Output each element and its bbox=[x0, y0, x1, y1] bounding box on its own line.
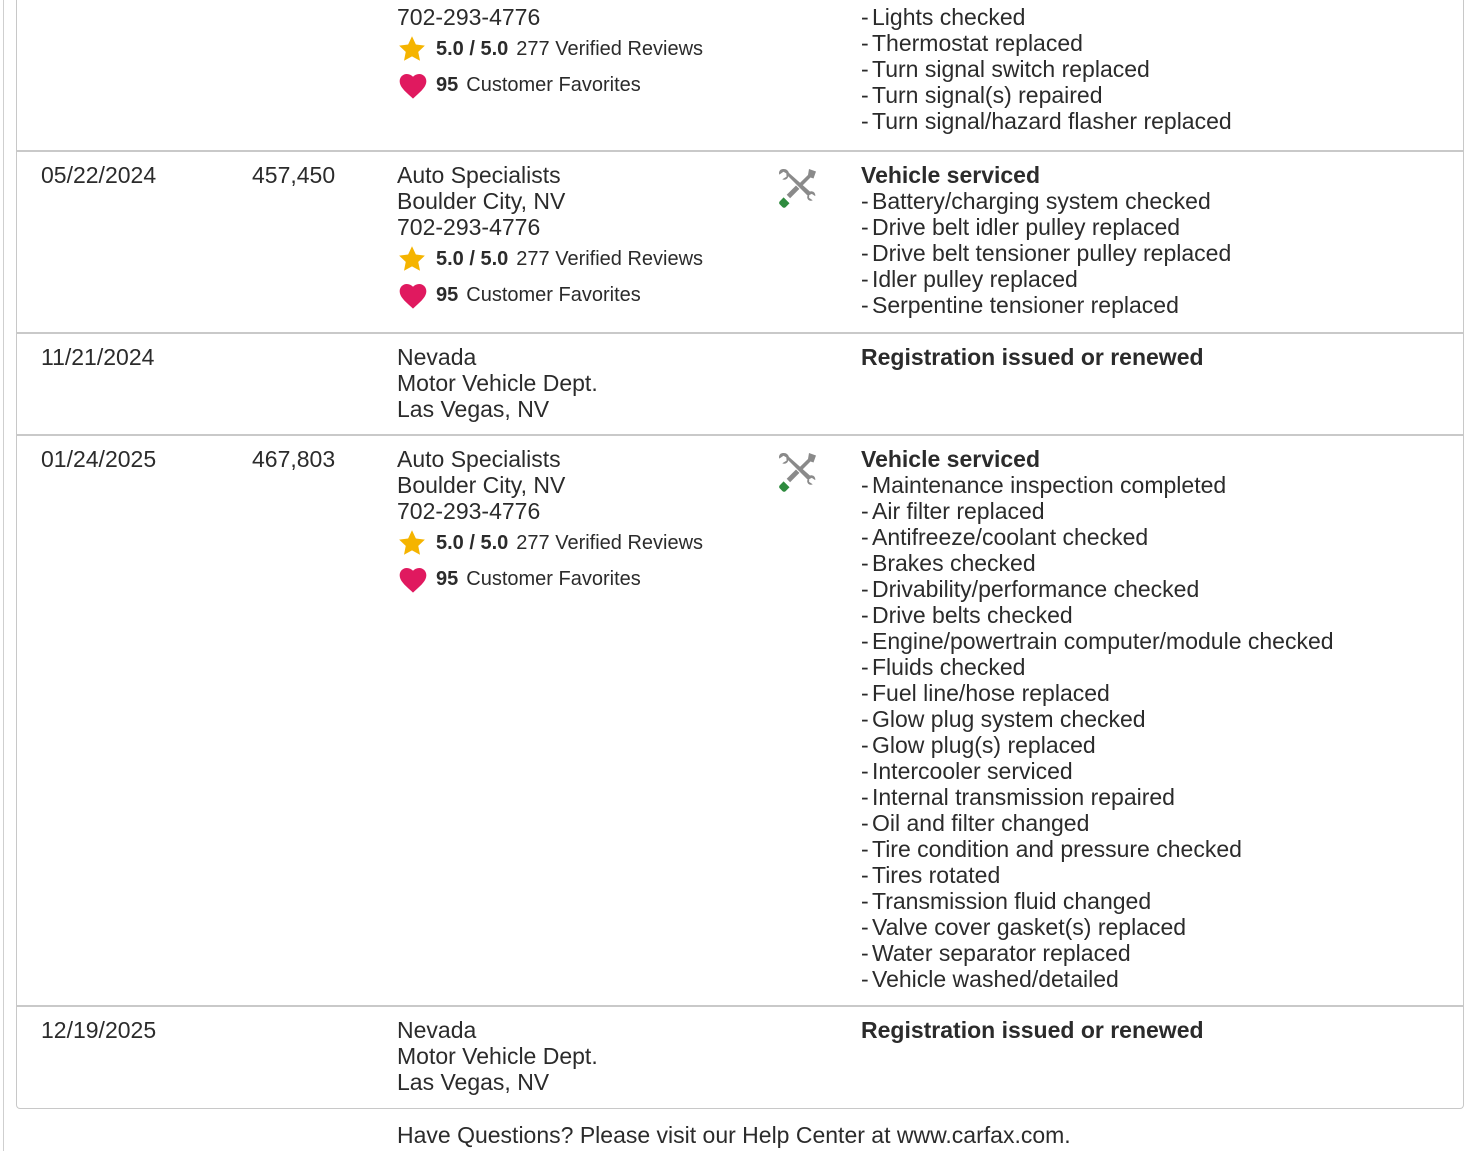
star-icon bbox=[397, 34, 431, 64]
source-line: Las Vegas, NV bbox=[397, 1069, 550, 1095]
service-item bbox=[861, 940, 1334, 966]
record-source bbox=[397, 162, 703, 313]
record-date: 12/19/2025 bbox=[41, 1017, 157, 1043]
service-item bbox=[861, 108, 1232, 134]
record-comments bbox=[861, 162, 1231, 318]
service-item bbox=[861, 628, 1334, 654]
service-item bbox=[861, 188, 1231, 214]
source-line: Auto Specialists bbox=[397, 446, 561, 472]
service-item bbox=[861, 680, 1334, 706]
rating-score: 5.0 / 5.0 bbox=[436, 248, 509, 270]
service-item-text: Tires rotated bbox=[872, 862, 1001, 888]
bullet-dash: - bbox=[861, 862, 869, 888]
service-item-text: Fuel line/hose replaced bbox=[872, 680, 1110, 706]
source-line: Motor Vehicle Dept. bbox=[397, 1043, 598, 1069]
service-item bbox=[861, 654, 1334, 680]
service-item-text: Turn signal(s) repaired bbox=[872, 82, 1103, 108]
service-item-text: Air filter replaced bbox=[872, 498, 1045, 524]
history-record-row bbox=[17, 0, 1463, 150]
service-item-text: Turn signal/hazard flasher replaced bbox=[872, 108, 1232, 134]
service-item-text: Brakes checked bbox=[872, 550, 1036, 576]
service-item-text: Drive belt idler pulley replaced bbox=[872, 214, 1181, 240]
service-item bbox=[861, 784, 1334, 810]
record-source bbox=[397, 446, 703, 597]
bullet-dash: - bbox=[861, 4, 869, 30]
source-line: Las Vegas, NV bbox=[397, 396, 550, 422]
service-item bbox=[861, 30, 1232, 56]
bullet-dash: - bbox=[861, 576, 869, 602]
bullet-dash: - bbox=[861, 550, 869, 576]
source-phone: 702-293-4776 bbox=[397, 498, 541, 524]
bullet-dash: - bbox=[861, 784, 869, 810]
rating-score: 5.0 / 5.0 bbox=[436, 38, 509, 60]
service-item-text: Drive belt tensioner pulley replaced bbox=[872, 240, 1232, 266]
comment-heading: Vehicle serviced bbox=[861, 162, 1041, 188]
bullet-dash: - bbox=[861, 706, 869, 732]
bullet-dash: - bbox=[861, 680, 869, 706]
rating-score: 5.0 / 5.0 bbox=[436, 532, 509, 554]
bullet-dash: - bbox=[861, 810, 869, 836]
bullet-dash: - bbox=[861, 524, 869, 550]
verified-reviews-link[interactable]: 277 Verified Reviews bbox=[516, 248, 704, 270]
favorites-line bbox=[397, 67, 703, 103]
service-item bbox=[861, 966, 1334, 992]
record-comments bbox=[861, 344, 1204, 370]
bullet-dash: - bbox=[861, 240, 869, 266]
favorites-line bbox=[397, 561, 703, 597]
verified-reviews-link[interactable]: 277 Verified Reviews bbox=[516, 38, 704, 60]
rating-line bbox=[397, 525, 703, 561]
record-odometer: 457,450 bbox=[252, 162, 336, 188]
history-record-row bbox=[17, 150, 1463, 332]
service-item-text: Maintenance inspection completed bbox=[872, 472, 1227, 498]
heart-icon bbox=[397, 564, 431, 594]
favorites-count: 95 bbox=[436, 568, 459, 590]
star-icon bbox=[397, 244, 431, 274]
service-item-text: Tire condition and pressure checked bbox=[872, 836, 1242, 862]
source-phone: 702-293-4776 bbox=[397, 214, 541, 240]
comment-heading: Vehicle serviced bbox=[861, 446, 1041, 472]
star-icon bbox=[397, 528, 431, 558]
rating-line bbox=[397, 241, 703, 277]
bullet-dash: - bbox=[861, 108, 869, 134]
service-item-text: Fluids checked bbox=[872, 654, 1026, 680]
favorites-count: 95 bbox=[436, 74, 459, 96]
record-source bbox=[397, 344, 598, 422]
page-left-rule bbox=[3, 0, 4, 1151]
record-comments bbox=[861, 1017, 1204, 1043]
service-item bbox=[861, 4, 1232, 30]
favorites-line bbox=[397, 277, 703, 313]
service-item-text: Engine/powertrain computer/module checked bbox=[872, 628, 1334, 654]
bullet-dash: - bbox=[861, 214, 869, 240]
service-item bbox=[861, 498, 1334, 524]
wrench-screwdriver-icon bbox=[777, 166, 821, 215]
service-item bbox=[861, 576, 1334, 602]
service-item-text: Lights checked bbox=[872, 4, 1026, 30]
service-item bbox=[861, 472, 1334, 498]
comment-heading: Registration issued or renewed bbox=[861, 1017, 1204, 1043]
service-item bbox=[861, 56, 1232, 82]
service-item-text: Transmission fluid changed bbox=[872, 888, 1152, 914]
bullet-dash: - bbox=[861, 292, 869, 318]
service-item-text: Internal transmission repaired bbox=[872, 784, 1175, 810]
record-date: 01/24/2025 bbox=[41, 446, 157, 472]
bullet-dash: - bbox=[861, 472, 869, 498]
service-item-text: Valve cover gasket(s) replaced bbox=[872, 914, 1187, 940]
service-item-text: Serpentine tensioner replaced bbox=[872, 292, 1179, 318]
bullet-dash: - bbox=[861, 966, 869, 992]
verified-reviews-link[interactable]: 277 Verified Reviews bbox=[516, 532, 704, 554]
bullet-dash: - bbox=[861, 602, 869, 628]
service-item bbox=[861, 810, 1334, 836]
bullet-dash: - bbox=[861, 732, 869, 758]
service-item-text: Glow plug system checked bbox=[872, 706, 1146, 732]
bullet-dash: - bbox=[861, 82, 869, 108]
record-date: 05/22/2024 bbox=[41, 162, 157, 188]
favorites-label: Customer Favorites bbox=[466, 284, 641, 306]
heart-icon bbox=[397, 280, 431, 310]
source-line: Nevada bbox=[397, 344, 477, 370]
record-source bbox=[397, 1017, 598, 1095]
service-item bbox=[861, 602, 1334, 628]
source-line: Nevada bbox=[397, 1017, 477, 1043]
service-item bbox=[861, 836, 1334, 862]
service-item-text: Intercooler serviced bbox=[872, 758, 1073, 784]
record-comments bbox=[861, 446, 1334, 992]
service-item bbox=[861, 732, 1334, 758]
source-line: Boulder City, NV bbox=[397, 472, 566, 498]
service-item-text: Vehicle washed/detailed bbox=[872, 966, 1119, 992]
bullet-dash: - bbox=[861, 940, 869, 966]
bullet-dash: - bbox=[861, 56, 869, 82]
bullet-dash: - bbox=[861, 266, 869, 292]
history-record-row bbox=[17, 1005, 1463, 1108]
service-item bbox=[861, 706, 1334, 732]
service-item bbox=[861, 240, 1231, 266]
rating-line bbox=[397, 31, 703, 67]
service-item-text: Drive belts checked bbox=[872, 602, 1073, 628]
bullet-dash: - bbox=[861, 654, 869, 680]
service-item bbox=[861, 862, 1334, 888]
favorites-label: Customer Favorites bbox=[466, 74, 641, 96]
favorites-count: 95 bbox=[436, 284, 459, 306]
source-line: Auto Specialists bbox=[397, 162, 561, 188]
service-item-text: Water separator replaced bbox=[872, 940, 1131, 966]
service-item-text: Glow plug(s) replaced bbox=[872, 732, 1096, 758]
record-date: 11/21/2024 bbox=[41, 344, 155, 370]
service-item bbox=[861, 214, 1231, 240]
history-table bbox=[16, 0, 1464, 1109]
favorites-label: Customer Favorites bbox=[466, 568, 641, 590]
record-comments bbox=[861, 4, 1232, 134]
service-item-text: Battery/charging system checked bbox=[872, 188, 1211, 214]
source-line: 702-293-4776 bbox=[397, 4, 541, 30]
service-item bbox=[861, 524, 1334, 550]
wrench-screwdriver-icon bbox=[777, 450, 821, 499]
bullet-dash: - bbox=[861, 836, 869, 862]
history-record-row bbox=[17, 434, 1463, 1005]
service-item bbox=[861, 550, 1334, 576]
service-item bbox=[861, 888, 1334, 914]
bullet-dash: - bbox=[861, 188, 869, 214]
service-item-text: Idler pulley replaced bbox=[872, 266, 1078, 292]
source-line: Boulder City, NV bbox=[397, 188, 566, 214]
service-item-text: Turn signal switch replaced bbox=[872, 56, 1150, 82]
source-line: Motor Vehicle Dept. bbox=[397, 370, 598, 396]
help-footer: Have Questions? Please visit our Help Center at www.carfax.com. bbox=[397, 1122, 1071, 1148]
service-item-text: Oil and filter changed bbox=[872, 810, 1090, 836]
bullet-dash: - bbox=[861, 30, 869, 56]
service-item bbox=[861, 914, 1334, 940]
record-odometer: 467,803 bbox=[252, 446, 336, 472]
bullet-dash: - bbox=[861, 498, 869, 524]
comment-heading: Registration issued or renewed bbox=[861, 344, 1204, 370]
bullet-dash: - bbox=[861, 914, 869, 940]
service-item bbox=[861, 758, 1334, 784]
service-item bbox=[861, 82, 1232, 108]
heart-icon bbox=[397, 70, 431, 100]
service-item-text: Drivability/performance checked bbox=[872, 576, 1200, 602]
service-item-text: Antifreeze/coolant checked bbox=[872, 524, 1149, 550]
bullet-dash: - bbox=[861, 628, 869, 654]
history-record-row bbox=[17, 332, 1463, 434]
record-source bbox=[397, 4, 703, 103]
bullet-dash: - bbox=[861, 758, 869, 784]
service-item-text: Thermostat replaced bbox=[872, 30, 1083, 56]
bullet-dash: - bbox=[861, 888, 869, 914]
service-item bbox=[861, 292, 1231, 318]
service-item bbox=[861, 266, 1231, 292]
